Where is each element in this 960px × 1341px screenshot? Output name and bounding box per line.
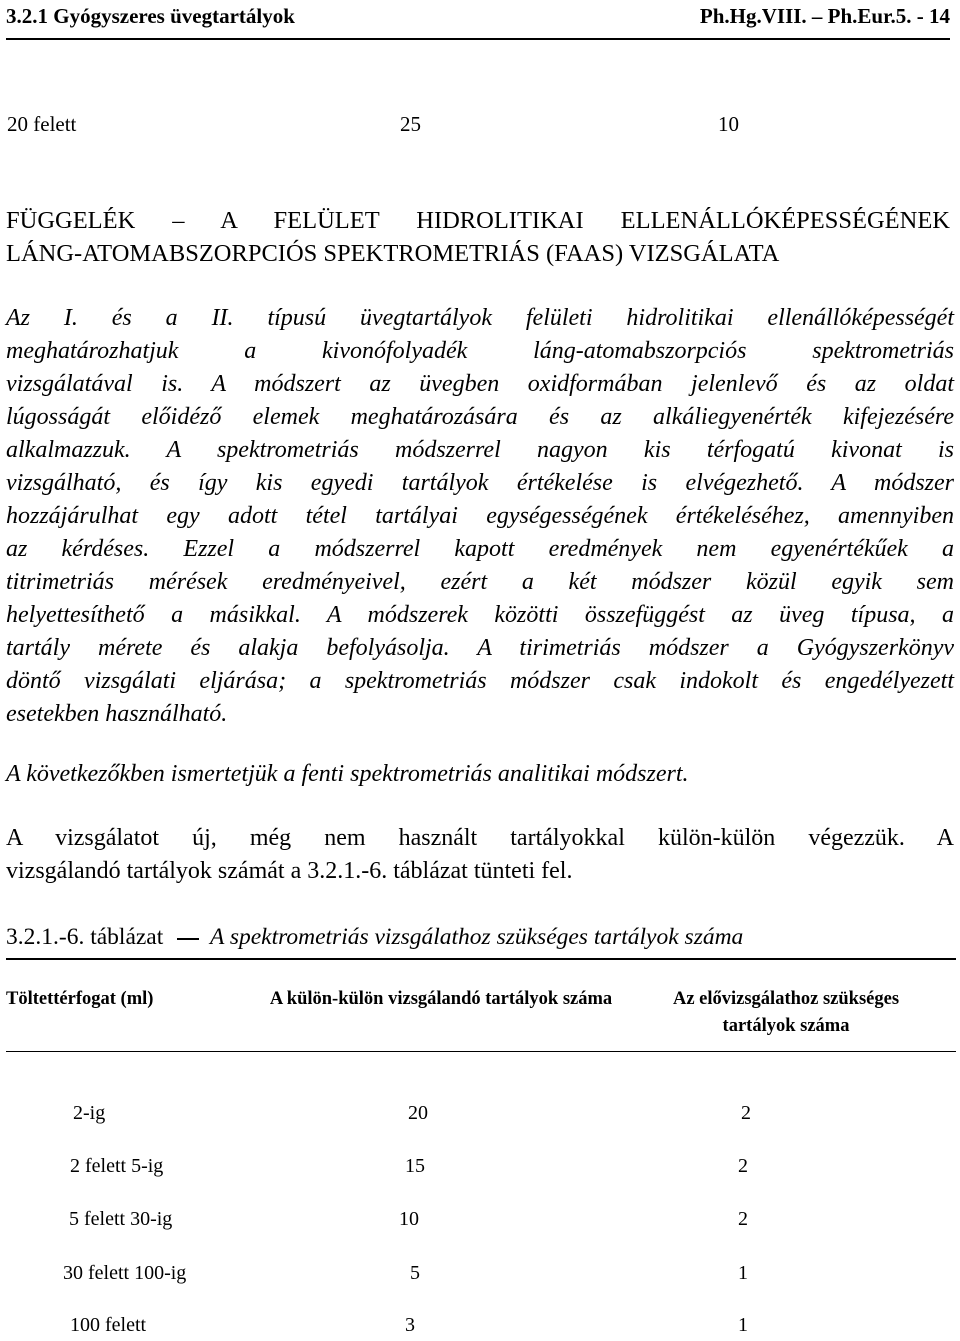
cell-test-count: 5 bbox=[410, 1262, 420, 1284]
paragraph-line: tartály mérete és alakja befolyásolja. A tirimetriás módszer a Gyógyszerkönyv bbox=[6, 635, 954, 661]
cell-pretest-count: 1 bbox=[738, 1262, 748, 1284]
prev-row-pretest: 10 bbox=[718, 112, 739, 136]
intro-paragraph bbox=[6, 302, 954, 731]
paragraph-line: Az I. és a II. típusú üvegtartályok felületi hidrolitikai ellenállóképességét bbox=[6, 305, 954, 331]
cell-test-count: 15 bbox=[405, 1155, 425, 1177]
cell-test-count: 10 bbox=[399, 1208, 419, 1230]
table-header-rule bbox=[6, 1051, 956, 1052]
paragraph-line: hozzájárulhat egy adott tétel tartályai egységességének értékeléséhez, amennyiben bbox=[6, 503, 954, 529]
paragraph-line: esetekben használható. bbox=[6, 701, 228, 727]
paragraph-line: vizsgálandó tartályok számát a 3.2.1.-6. táblázat tünteti fel. bbox=[6, 858, 573, 884]
cell-pretest-count: 1 bbox=[738, 1314, 748, 1336]
cell-volume: 100 felett bbox=[70, 1314, 147, 1336]
column-header-test-count: A külön-külön vizsgálandó tartályok száma bbox=[269, 989, 613, 1009]
table-caption-title: A spektrometriás vizsgálathoz szükséges tartályok száma bbox=[210, 924, 744, 950]
table-top-rule bbox=[6, 958, 956, 960]
paragraph-line: meghatározhatjuk a kivonófolyadék láng-atomabszorpciós spektrometriás bbox=[6, 338, 954, 364]
paragraph-line: vizsgálható, és így kis egyedi tartályok értékelése is elvégezhető. A módszer bbox=[6, 470, 954, 496]
appendix-title-line-2: LÁNG-ATOMABSZORPCIÓS SPEKTROMETRIÁS (FAAS) VIZSGÁLATA bbox=[6, 240, 780, 267]
cell-test-count: 3 bbox=[405, 1314, 415, 1336]
paragraph-line: az kérdéses. Ezzel a módszerrel kapott eredmények nem egyenértékűek a bbox=[6, 536, 954, 562]
paragraph-line: alkalmazzuk. A spektrometriás módszerrel nagyon kis térfogatú kivonat is bbox=[6, 437, 954, 463]
cell-volume: 5 felett 30-ig bbox=[69, 1208, 173, 1230]
paragraph-line: lúgosságát előidéző elemek meghatározására és az alkáliegyenérték kifejezésére bbox=[6, 404, 954, 430]
paragraph-line: titrimetriás mérések eredményeivel, ezért a két módszer közül egyik sem bbox=[6, 569, 954, 595]
cell-pretest-count: 2 bbox=[738, 1208, 748, 1230]
paragraph-line: A vizsgálatot új, még nem használt tartályokkal külön-külön végezzük. A bbox=[6, 825, 954, 851]
pharmacopoeia-reference: Ph.Hg.VIII. – Ph.Eur.5. - 14 bbox=[699, 4, 950, 28]
method-intro-sentence: A következőkben ismertetjük a fenti spektrometriás analitikai módszert. bbox=[6, 761, 689, 787]
caption-dash bbox=[177, 938, 199, 940]
cell-pretest-count: 2 bbox=[741, 1102, 751, 1124]
table-caption bbox=[6, 924, 743, 951]
table-caption-number: 3.2.1.-6. táblázat bbox=[6, 924, 164, 950]
cell-volume: 2-ig bbox=[73, 1102, 106, 1124]
cell-volume: 30 felett 100-ig bbox=[63, 1262, 187, 1284]
paragraph-line: döntő vizsgálati eljárása; a spektrometriás módszer csak indokolt és engedélyezett bbox=[6, 668, 954, 694]
appendix-title-line-1: FÜGGELÉK – A FELÜLET HIDROLITIKAI ELLENÁLLÓKÉPESSÉGÉNEK bbox=[6, 207, 950, 234]
section-title: 3.2.1 Gyógyszeres üvegtartályok bbox=[6, 4, 295, 28]
paragraph-line: helyettesíthető a másikkal. A módszerek közötti összefüggést az üveg típusa, a bbox=[6, 602, 954, 628]
cell-pretest-count: 2 bbox=[738, 1155, 748, 1177]
cell-volume: 2 felett 5-ig bbox=[70, 1155, 164, 1177]
page-header bbox=[6, 4, 950, 40]
prev-row-count: 25 bbox=[400, 112, 421, 136]
column-header-pretest-count: Az elővizsgálathoz szükséges tartályok száma bbox=[672, 989, 900, 1036]
paragraph-line: vizsgálatával is. A módszert az üvegben oxidformában jelenlevő és az oldat bbox=[6, 371, 954, 397]
procedure-paragraph bbox=[6, 822, 954, 888]
cell-test-count: 20 bbox=[408, 1102, 428, 1124]
column-header-volume: Töltettérfogat (ml) bbox=[6, 989, 154, 1009]
prev-row-volume: 20 felett bbox=[7, 112, 77, 136]
appendix-title bbox=[6, 204, 950, 270]
